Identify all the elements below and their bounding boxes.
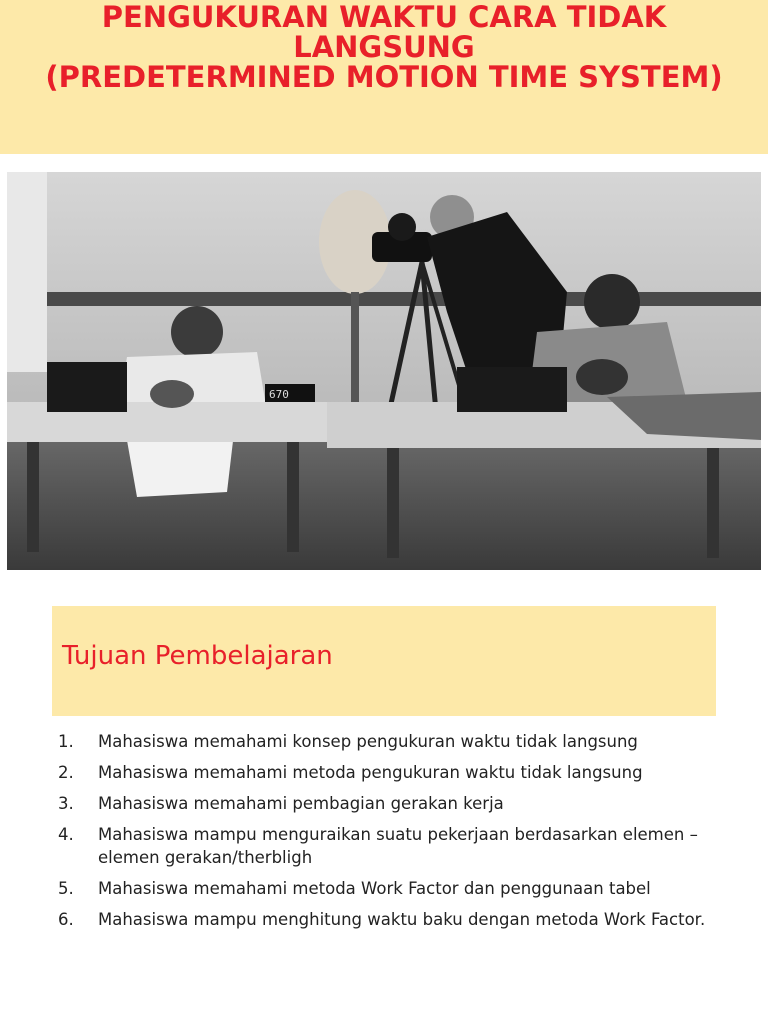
objective-number: 1. <box>58 732 74 751</box>
section-title: Tujuan Pembelajaran <box>62 641 333 671</box>
photo-sewing-machine-right <box>457 367 567 412</box>
objective-text: Mahasiswa mampu menghitung waktu baku dengan metoda Work Factor. <box>98 910 706 929</box>
objective-number: 4. <box>58 825 74 844</box>
objective-item <box>58 823 718 869</box>
objective-item <box>58 761 718 784</box>
objective-number: 6. <box>58 910 74 929</box>
slide-title <box>0 2 768 92</box>
objective-item <box>58 908 718 931</box>
title-line-1: PENGUKURAN WAKTU CARA TIDAK <box>101 0 667 34</box>
objective-item <box>58 730 718 753</box>
objective-number: 2. <box>58 763 74 782</box>
objective-text: Mahasiswa memahami metoda Work Factor dan penggunaan tabel <box>98 879 651 898</box>
photo-wall-rail <box>7 292 761 306</box>
photo-counter-display: 670 <box>269 388 289 401</box>
objective-number: 3. <box>58 794 74 813</box>
objective-text: Mahasiswa memahami pembagian gerakan kerja <box>98 794 504 813</box>
photo-lamp-right <box>576 359 628 395</box>
objective-item <box>58 792 718 815</box>
objective-text: Mahasiswa memahami metoda pengukuran waktu tidak langsung <box>98 763 643 782</box>
objective-text: Mahasiswa memahami konsep pengukuran waktu tidak langsung <box>98 732 638 751</box>
objective-number: 5. <box>58 879 74 898</box>
objectives-list <box>58 730 718 939</box>
title-line-2: LANGSUNG <box>293 30 475 64</box>
photo-seamstress-left-head <box>171 306 223 358</box>
objective-text: Mahasiswa mampu menguraikan suatu pekerjaan berdasarkan elemen –elemen gerakan/therbligh <box>98 825 698 867</box>
photo-seamstress-right-head <box>584 274 640 330</box>
objective-item <box>58 877 718 900</box>
photo-lamp-left <box>150 380 194 408</box>
photo-window <box>7 172 47 372</box>
photo-sewing-machine-left <box>47 362 127 412</box>
title-line-3: (PREDETERMINED MOTION TIME SYSTEM) <box>45 60 723 94</box>
workshop-photo <box>7 172 761 570</box>
